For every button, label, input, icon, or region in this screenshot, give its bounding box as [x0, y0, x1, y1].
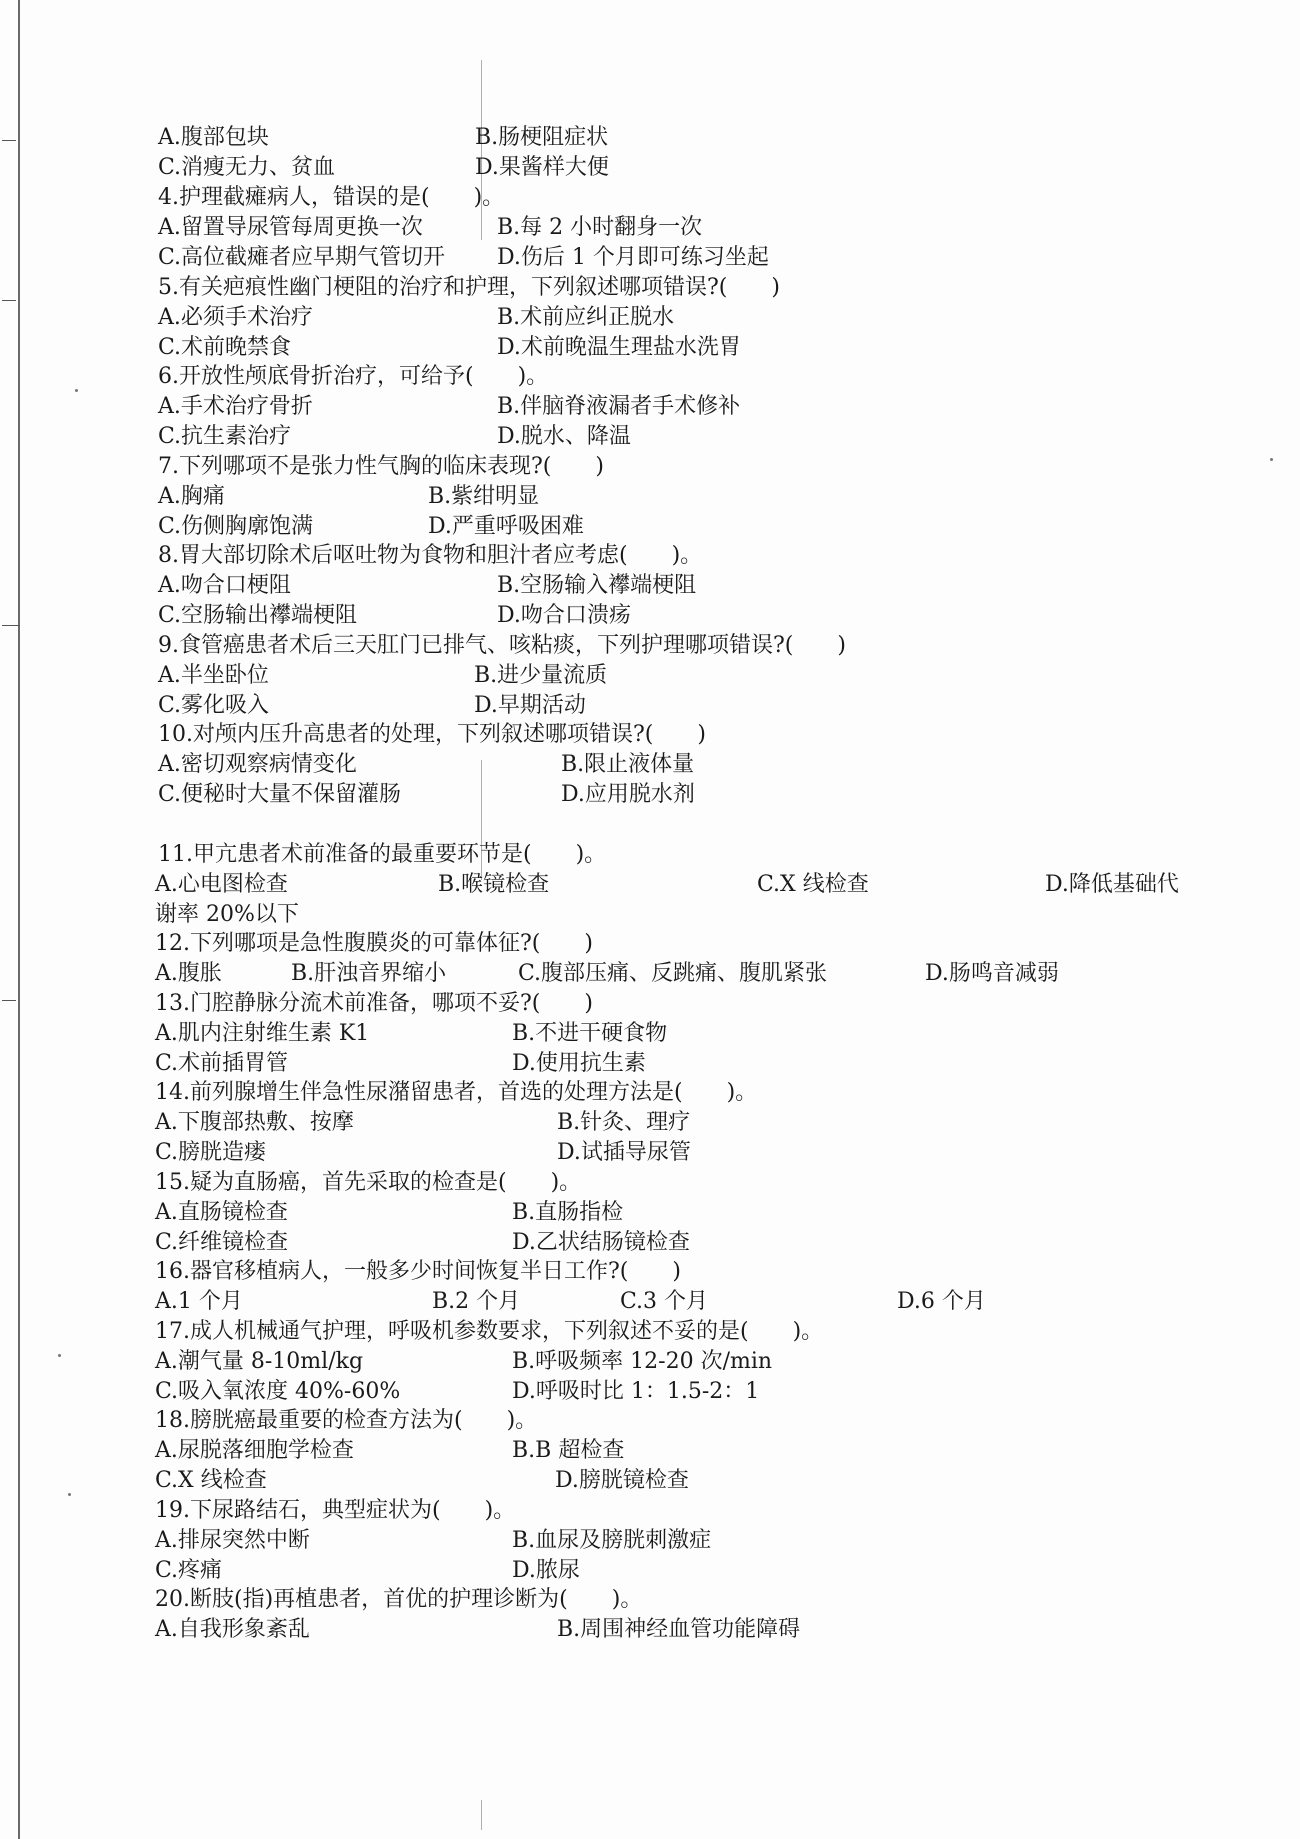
option-d-continued: 谢率 20%以下: [155, 902, 299, 927]
option-a: A.潮气量 8-10ml/kg: [155, 1349, 364, 1374]
option-b: B.针灸、理疗: [557, 1110, 691, 1135]
option-d: D.术前晚温生理盐水洗胃: [497, 335, 741, 360]
option-d: D.脱水、降温: [497, 424, 631, 449]
option-c: C.腹部压痛、反跳痛、腹肌紧张: [518, 961, 828, 986]
options-row: [0, 243, 1300, 273]
options-row: [0, 1466, 1300, 1496]
options-row: [0, 870, 1300, 900]
option-a: A.腹胀: [155, 961, 222, 986]
options-row: [0, 661, 1300, 691]
options-row: [0, 750, 1300, 780]
option-d: D.呼吸时比 1：1.5-2：1: [512, 1379, 760, 1404]
question-stem: 10.对颅内压升高患者的处理，下列叙述哪项错误?( ): [158, 722, 706, 747]
question-stem: 18.膀胱癌最重要的检查方法为( )。: [155, 1408, 538, 1433]
option-d: D.应用脱水剂: [561, 782, 695, 807]
options-row: [0, 1138, 1300, 1168]
question-stem: 8.胃大部切除术后呕吐物为食物和胆汁者应考虑( )。: [158, 543, 703, 568]
options-row: [0, 1287, 1300, 1317]
option-d: D.乙状结肠镜检查: [512, 1230, 690, 1255]
option-b: B.肠梗阻症状: [475, 125, 609, 150]
option-c: C.3 个月: [620, 1289, 709, 1314]
options-row: [0, 1556, 1300, 1586]
option-d: D.早期活动: [474, 693, 586, 718]
question-stem: 19.下尿路结石，典型症状为( )。: [155, 1498, 516, 1523]
option-a: A.直肠镜检查: [155, 1200, 288, 1225]
option-a: A.自我形象紊乱: [155, 1617, 310, 1642]
option-b: B.每 2 小时翻身一次: [497, 215, 703, 240]
option-b: B.B 超检查: [512, 1438, 625, 1463]
option-a: A.肌内注射维生素 K1: [155, 1021, 370, 1046]
option-d: D.脓尿: [512, 1558, 580, 1583]
options-row: [0, 303, 1300, 333]
option-b: B.血尿及膀胱刺激症: [512, 1528, 712, 1553]
options-row: [0, 691, 1300, 721]
option-b: B.伴脑脊液漏者手术修补: [497, 394, 741, 419]
option-d: D.吻合口溃疡: [497, 603, 631, 628]
options-row: [0, 482, 1300, 512]
options-row: [0, 1019, 1300, 1049]
options-row: [0, 959, 1300, 989]
option-a: A.心电图检查: [155, 872, 288, 897]
question-stem: 9.食管癌患者术后三天肛门已排气、咳粘痰，下列护理哪项错误?( ): [158, 633, 846, 658]
option-b: B.术前应纠正脱水: [497, 305, 675, 330]
option-a: A.密切观察病情变化: [158, 752, 357, 777]
question-stem: 11.甲亢患者术前准备的最重要环节是( )。: [158, 842, 607, 867]
option-d: D.严重呼吸困难: [428, 514, 584, 539]
option-c: C.X 线检查: [757, 872, 869, 897]
option-b: B.2 个月: [432, 1289, 521, 1314]
option-c: C.高位截瘫者应早期气管切开: [158, 245, 446, 270]
option-b: B.不进干硬食物: [512, 1021, 668, 1046]
q3-options-row-2: [0, 153, 1300, 183]
option-a: A.1 个月: [155, 1289, 243, 1314]
option-a: A.腹部包块: [158, 125, 269, 150]
options-row: [0, 213, 1300, 243]
option-d: D.试插导尿管: [557, 1140, 691, 1165]
option-c: C.X 线检查: [155, 1468, 267, 1493]
option-a: A.半坐卧位: [158, 663, 269, 688]
options-row: [0, 392, 1300, 422]
option-b: B.直肠指检: [512, 1200, 624, 1225]
options-row: [0, 601, 1300, 631]
option-d: D.降低基础代: [1045, 872, 1179, 897]
option-a: A.胸痛: [158, 484, 225, 509]
options-row: [0, 1347, 1300, 1377]
option-c: C.吸入氧浓度 40%-60%: [155, 1379, 401, 1404]
question-stem: 20.断肢(指)再植患者，首优的护理诊断为( )。: [155, 1587, 643, 1612]
option-c: C.雾化吸入: [158, 693, 270, 718]
question-stem: 15.疑为直肠癌，首先采取的检查是( )。: [155, 1170, 582, 1195]
fold-line: [481, 1800, 482, 1830]
option-c: C.术前插胃管: [155, 1051, 289, 1076]
question-stem: 7.下列哪项不是张力性气胸的临床表现?( ): [158, 454, 604, 479]
option-c: C.术前晚禁食: [158, 335, 292, 360]
option-c: C.消瘦无力、贫血: [158, 155, 336, 180]
option-b: B.进少量流质: [474, 663, 608, 688]
option-c: C.纤维镜检查: [155, 1230, 289, 1255]
option-d: D.使用抗生素: [512, 1051, 646, 1076]
option-a: A.留置导尿管每周更换一次: [158, 215, 423, 240]
option-c: C.疼痛: [155, 1558, 223, 1583]
question-stem: 16.器官移植病人，一般多少时间恢复半日工作?( ): [155, 1259, 681, 1284]
option-a: A.手术治疗骨折: [158, 394, 313, 419]
options-row: [0, 780, 1300, 810]
options-row: [0, 422, 1300, 452]
options-row: [0, 1108, 1300, 1138]
option-b: B.限止液体量: [561, 752, 695, 777]
options-row: [0, 571, 1300, 601]
option-a: A.尿脱落细胞学检查: [155, 1438, 354, 1463]
question-stem: 12.下列哪项是急性腹膜炎的可靠体征?( ): [155, 931, 593, 956]
options-row: [0, 512, 1300, 542]
option-b: B.空肠输入襻端梗阻: [497, 573, 697, 598]
option-a: A.吻合口梗阻: [158, 573, 291, 598]
question-stem: 14.前列腺增生伴急性尿潴留患者，首选的处理方法是( )。: [155, 1080, 758, 1105]
options-row: [0, 1526, 1300, 1556]
question-stem: 13.门腔静脉分流术前准备，哪项不妥?( ): [155, 991, 593, 1016]
options-row: [0, 1436, 1300, 1466]
option-b: B.肝浊音界缩小: [291, 961, 447, 986]
options-row: [0, 1049, 1300, 1079]
option-b: B.呼吸频率 12-20 次/min: [512, 1349, 773, 1374]
q3-options-row-1: [0, 123, 1300, 153]
option-c: C.空肠输出襻端梗阻: [158, 603, 358, 628]
options-row: [0, 1228, 1300, 1258]
option-c: C.便秘时大量不保留灌肠: [158, 782, 402, 807]
option-b: B.喉镜检查: [438, 872, 550, 897]
option-d: D.果酱样大便: [475, 155, 609, 180]
option-a: A.下腹部热敷、按摩: [155, 1110, 354, 1135]
option-d: D.肠鸣音减弱: [925, 961, 1059, 986]
options-row: [0, 1377, 1300, 1407]
option-d: D.膀胱镜检查: [555, 1468, 689, 1493]
question-stem: 4.护理截瘫病人，错误的是( )。: [158, 185, 505, 210]
question-stem: 17.成人机械通气护理，呼吸机参数要求，下列叙述不妥的是( )。: [155, 1319, 824, 1344]
option-a: A.必须手术治疗: [158, 305, 313, 330]
options-row: [0, 1198, 1300, 1228]
option-c: C.抗生素治疗: [158, 424, 292, 449]
question-stem: 5.有关疤痕性幽门梗阻的治疗和护理，下列叙述哪项错误?( ): [158, 275, 780, 300]
option-a: A.排尿突然中断: [155, 1528, 310, 1553]
options-row: [0, 1615, 1300, 1645]
option-c: C.膀胱造瘘: [155, 1140, 267, 1165]
question-stem: 6.开放性颅底骨折治疗，可给予( )。: [158, 364, 549, 389]
option-c: C.伤侧胸廓饱满: [158, 514, 314, 539]
option-b: B.周围神经血管功能障碍: [557, 1617, 801, 1642]
option-d: D.伤后 1 个月即可练习坐起: [497, 245, 769, 270]
option-d: D.6 个月: [897, 1289, 986, 1314]
option-b: B.紫绀明显: [428, 484, 540, 509]
options-row: [0, 333, 1300, 363]
